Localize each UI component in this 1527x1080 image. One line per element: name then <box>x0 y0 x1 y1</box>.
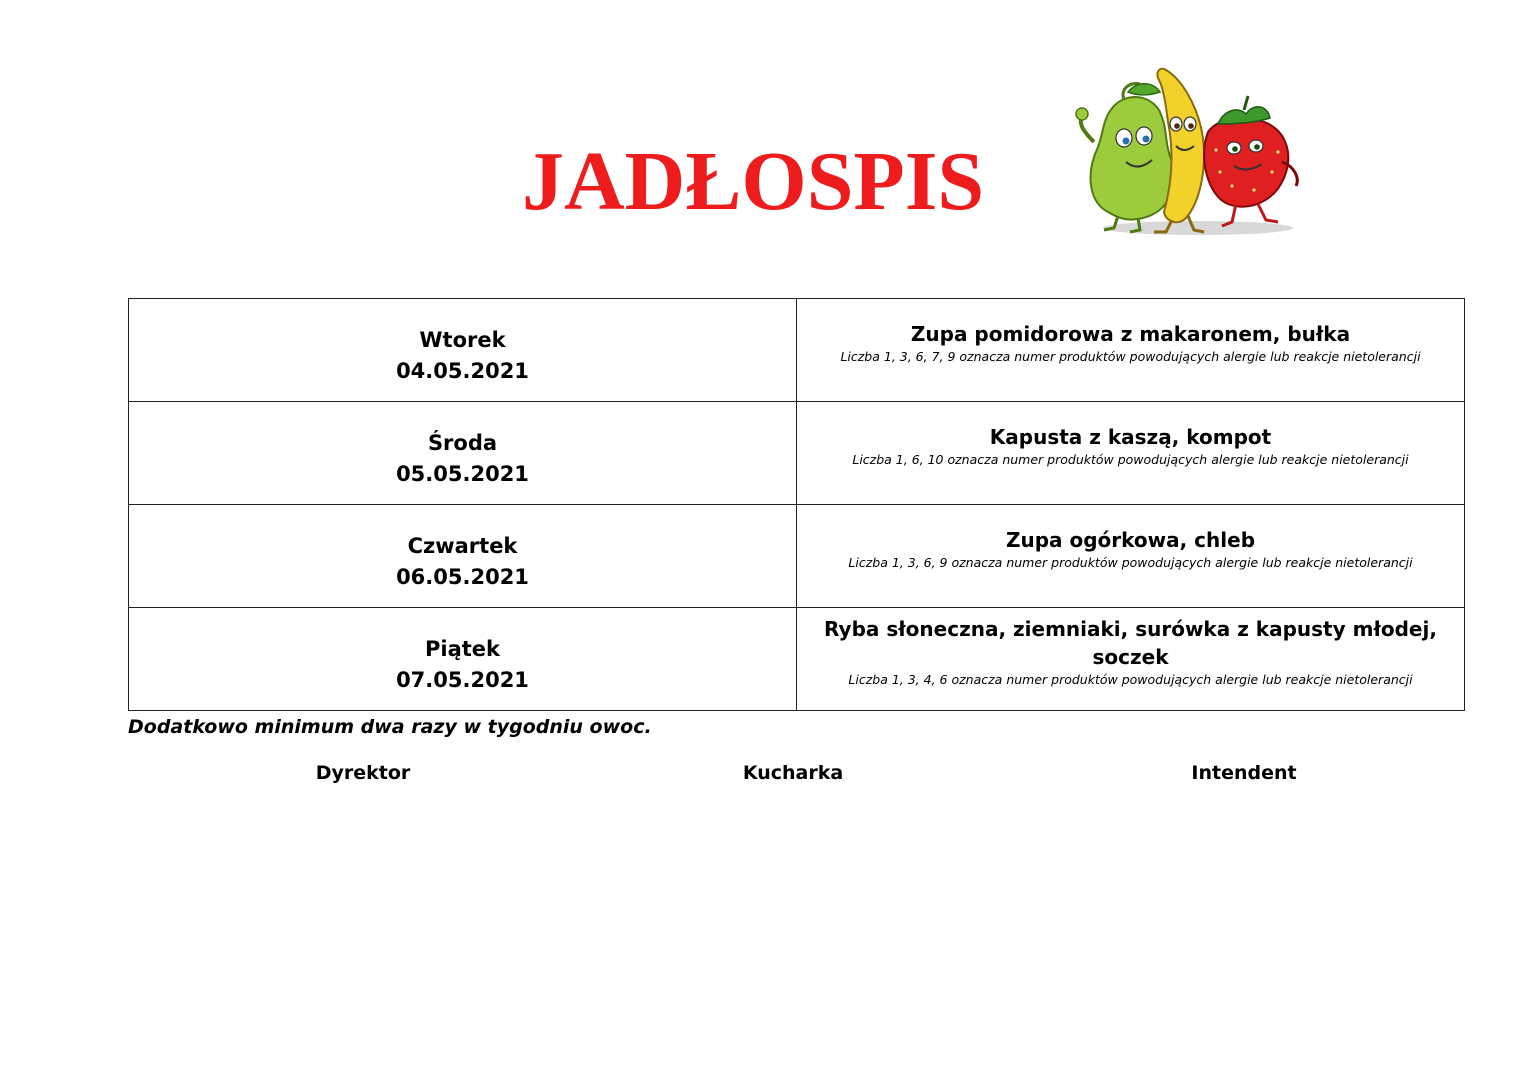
meal-cell <box>797 505 1465 608</box>
allergen-info: Liczba 1, 3, 6, 9 oznacza numer produktów powodujących alergie lub reakcje nietolerancji <box>848 555 1413 570</box>
fruit-note: Dodatkowo minimum dwa razy w tygodniu owoc. <box>128 716 652 738</box>
day-date: 07.05.2021 <box>396 668 529 692</box>
dish-name: Zupa pomidorowa z makaronem, bułka <box>910 322 1351 346</box>
table-row <box>129 608 1465 711</box>
page-title-container <box>522 135 1002 228</box>
day-cell <box>129 505 797 608</box>
meal-cell <box>797 608 1465 711</box>
day-name: Piątek <box>424 637 500 661</box>
day-name: Wtorek <box>419 328 506 352</box>
day-cell <box>129 402 797 505</box>
page-title: JADŁOSPIS <box>522 135 985 228</box>
day-date: 06.05.2021 <box>396 565 529 589</box>
meal-cell <box>797 402 1465 505</box>
fruit-mascots-icon <box>1068 62 1308 238</box>
allergen-info: Liczba 1, 3, 6, 7, 9 oznacza numer produktów powodujących alergie lub reakcje nietolerancji <box>840 349 1421 364</box>
signature-director: Dyrektor <box>315 762 411 784</box>
day-cell <box>129 608 797 711</box>
table-row <box>129 505 1465 608</box>
allergen-info: Liczba 1, 3, 4, 6 oznacza numer produktów powodujących alergie lub reakcje nietolerancji <box>848 672 1413 687</box>
table-row <box>129 299 1465 402</box>
pear-icon <box>1076 84 1174 232</box>
table-row <box>129 402 1465 505</box>
dish-name: Ryba słoneczna, ziemniaki, surówka z kapusty młodej, soczek <box>824 617 1437 669</box>
menu-table <box>128 298 1465 711</box>
day-date: 04.05.2021 <box>396 359 529 383</box>
day-name: Środa <box>427 431 498 455</box>
day-cell <box>129 299 797 402</box>
meal-cell <box>797 299 1465 402</box>
dish-name: Kapusta z kaszą, kompot <box>989 425 1272 449</box>
strawberry-icon <box>1204 96 1297 226</box>
signature-cook: Kucharka <box>742 762 844 784</box>
signature-steward: Intendent <box>1191 762 1297 784</box>
day-date: 05.05.2021 <box>396 462 529 486</box>
day-name: Czwartek <box>407 534 518 558</box>
allergen-info: Liczba 1, 6, 10 oznacza numer produktów powodujących alergie lub reakcje nietolerancji <box>852 452 1409 467</box>
dish-name: Zupa ogórkowa, chleb <box>1005 528 1256 552</box>
